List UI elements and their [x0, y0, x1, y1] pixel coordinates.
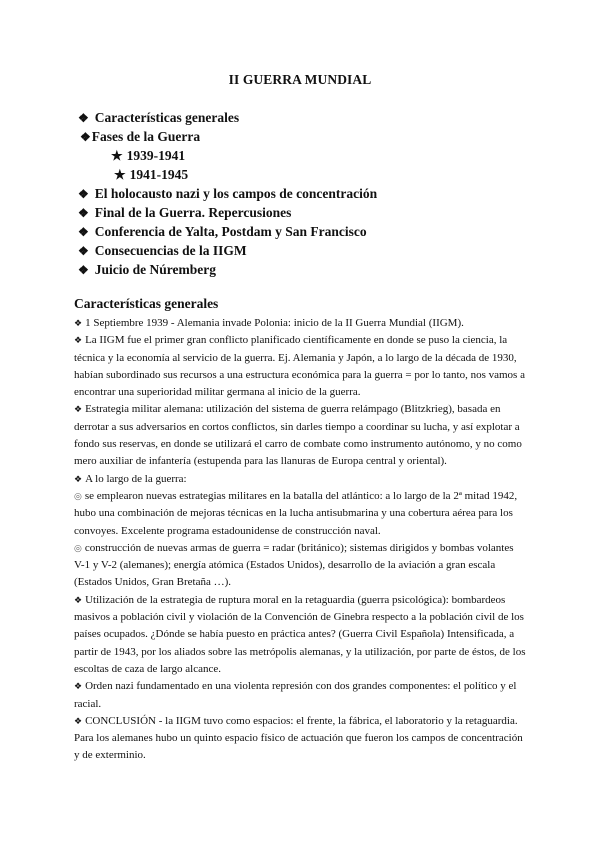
toc-item-label: Fases de la Guerra: [91, 129, 201, 144]
paragraph: [74, 401, 526, 470]
diamond-bullet-icon: ❖: [74, 318, 83, 328]
paragraph-text: construcción de nuevas armas de guerra = radar (británico); sistemas dirigidos y bombas volantes V-1 y V-2 (alemanes); energía atómica (Estados Unidos), desarrollo de la aviación a gran escala (Estados Unidos, Gran Bretaña …).: [74, 541, 514, 589]
toc-subitem: [111, 148, 185, 164]
toc-item: [80, 129, 200, 145]
diamond-bullet-icon: ❖: [78, 225, 89, 239]
paragraph-text: La IIGM fue el primer gran conflicto planificado científicamente en donde se puso la ciencia, la técnica y la economía al servicio de la guerra. Ej. Alemania y Japón, a lo largo de la década de 1930, habían subordinado sus recursos a una estructura económica para la guerra = por lo tanto, nos vamos a encontrar una superioridad militar germana al inicio de la guerra.: [74, 334, 525, 399]
toc-item-label: Conferencia de Yalta, Postdam y San Francisco: [94, 224, 367, 239]
paragraph: [74, 471, 526, 488]
toc-item-label: Consecuencias de la IIGM: [94, 243, 247, 258]
paragraph: [74, 332, 526, 401]
toc-item: [78, 110, 239, 126]
diamond-bullet-icon: ❖: [74, 681, 83, 692]
toc-item: [78, 262, 216, 278]
toc-item-label: El holocausto nazi y los campos de concentración: [94, 186, 378, 201]
toc-item-label: Final de la Guerra. Repercusiones: [94, 205, 292, 220]
diamond-bullet-icon: ❖: [78, 111, 89, 125]
diamond-bullet-icon: ❖: [80, 130, 91, 144]
diamond-bullet-icon: ❖: [78, 206, 89, 220]
paragraph: [74, 713, 526, 765]
toc-subitem: [114, 167, 188, 183]
paragraph-text: Utilización de la estrategia de ruptura moral en la retaguardia (guerra psicológica): bombardeos masivos a población civil y violación de la Convención de Ginebra respecto a la población civil de los países ocupados. ¿Dónde se había puesto en práctica antes? (Guerra Civil Española) Intensificada, a partir de 1943, por los aliados sobre las metrópolis alemanas, y la utilización, por parte de éstos, de los escoltas de caza de largo alcance.: [74, 593, 526, 675]
star-bullet-icon: ★: [111, 148, 123, 163]
toc-item-label: 1941-1945: [129, 167, 189, 182]
diamond-bullet-icon: ❖: [74, 594, 83, 605]
diamond-bullet-icon: ❖: [74, 335, 83, 346]
circle-bullet-icon: ◎: [74, 490, 82, 501]
paragraph-text: Estrategia militar alemana: utilización del sistema de guerra relámpago (Blitzkrieg), basada en derrotar a sus adversarios en cortos conflictos, sin darles tiempo a coordinar su lucha, y así explotar a fondo sus reservas, en donde se utilizará el carro de combate como instrumento autónomo, y no como mero auxiliar de infantería (estupenda para las llanuras de Europa central y oriental).: [74, 403, 522, 468]
toc-item: [78, 186, 377, 202]
body-text: [74, 315, 526, 765]
paragraph: [74, 678, 526, 713]
toc-item-label: Características generales: [94, 110, 240, 125]
paragraph: [74, 592, 526, 678]
diamond-bullet-icon: ❖: [78, 244, 89, 258]
paragraph: [74, 540, 526, 592]
paragraph: [74, 315, 526, 332]
diamond-bullet-icon: ❖: [78, 187, 89, 201]
toc-item-label: Juicio de Núremberg: [94, 262, 217, 277]
paragraph-text: Orden nazi fundamentado en una violenta represión con dos grandes componentes: el político y el racial.: [74, 680, 517, 710]
toc-item: [78, 243, 247, 259]
page-title: II GUERRA MUNDIAL: [228, 72, 372, 87]
paragraph: [74, 488, 526, 540]
toc-item: [78, 224, 367, 240]
paragraph-text: 1 Septiembre 1939 - Alemania invade Polonia: inicio de la II Guerra Mundial (IIGM).: [85, 317, 464, 329]
paragraph-text: A lo largo de la guerra:: [85, 472, 187, 485]
diamond-bullet-icon: ❖: [74, 404, 83, 415]
diamond-bullet-icon: ❖: [74, 473, 83, 484]
circle-bullet-icon: ◎: [74, 542, 82, 553]
section-heading: Características generales: [74, 296, 219, 311]
toc-item: [78, 205, 291, 221]
star-bullet-icon: ★: [114, 167, 126, 182]
paragraph-text: se emplearon nuevas estrategias militares en la batalla del atlántico: a lo largo de la 2ª mitad 1942, hubo una combinación de mejoras técnicas en la lucha antisubmarina y una cobertura aérea para los convoyes. Excelente programa estadounidense de construcción naval.: [74, 489, 518, 537]
diamond-bullet-icon: ❖: [74, 715, 83, 726]
paragraph-text: CONCLUSIÓN - la IIGM tuvo como espacios: el frente, la fábrica, el laboratorio y la retaguardia. Para los alemanes hubo un quinto espacio físico de actuación que fueron los campos de concentración y de exterminio.: [74, 714, 523, 762]
toc-item-label: 1939-1941: [126, 148, 186, 163]
diamond-bullet-icon: ❖: [78, 263, 89, 277]
